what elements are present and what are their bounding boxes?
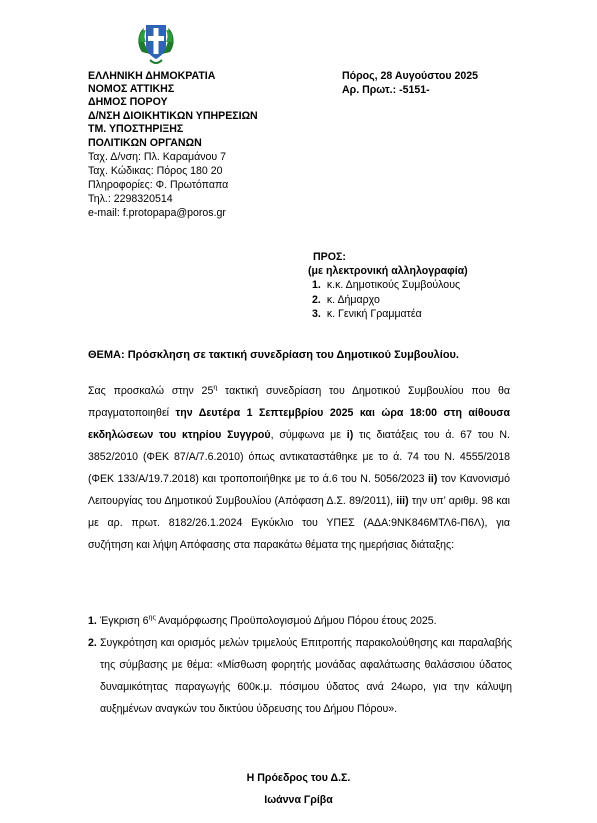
org-line: ΤΜ. ΥΠΟΣΤΗΡΙΞΗΣ — [88, 123, 184, 135]
recipient-item — [312, 308, 422, 321]
contact-address: Ταχ. Δ/νση: Πλ. Καραμάνου 7 — [88, 151, 227, 163]
body-text: τακτική συνεδρίαση του Δημοτικού Συμβουλίου που θα πραγματοποιηθεί — [88, 385, 510, 419]
subject-line: ΘΕΜΑ: Πρόσκληση σε τακτική συνεδρίαση του Δημοτικού Συμβουλίου. — [88, 349, 459, 361]
recipient-number: 2. — [312, 294, 321, 306]
contact-postcode: Ταχ. Κώδικας: Πόρος 180 20 — [88, 165, 223, 177]
recipients-note: (με ηλεκτρονική αλληλογραφία) — [308, 265, 468, 277]
coat-of-arms-icon — [136, 22, 176, 68]
recipient-number: 1. — [312, 279, 321, 291]
signature-title: Η Πρόεδρος του Δ.Σ. — [246, 772, 351, 784]
org-line: ΝΟΜΟΣ ΑΤΤΙΚΗΣ — [88, 83, 175, 95]
meeting-datetime-place: την Δευτέρα 1 Σεπτεμβρίου 2025 και ώρα 18:00 στη αίθουσα εκδηλώσεων του κτηρίου Συγγρού — [88, 407, 511, 441]
recipient-text: κ. Γενική Γραμματέα — [326, 308, 422, 320]
recipient-item — [312, 279, 460, 292]
ordinal-suffix: η — [213, 384, 218, 392]
body-text: τον Κανονισμό Λειτουργίας του Δημοτικού Συμβουλίου (Απόφαση Δ.Σ. 89/2011), — [88, 473, 511, 507]
list-marker: i) — [346, 429, 354, 441]
body-text: τις διατάξεις του ά. 67 του Ν. 3852/2010 (ΦΕΚ 87/Α/7.6.2010) όπως αντικαταστάθηκε με το ά. 74 του Ν. 4555/2018 (ΦΕΚ 133/Α/19.7.2018) και τροποποιήθηκε με το ά.6 του Ν. 5056/2023 — [88, 429, 510, 485]
signature-name: Ιωάννα Γρίβα — [264, 794, 333, 806]
agenda-text: Αναμόρφωσης Προϋπολογισμού Δήμου Πόρου έτους 2025. — [155, 615, 437, 627]
agenda-item — [88, 610, 512, 632]
body-paragraph — [88, 380, 510, 556]
org-line: Δ/ΝΣΗ ΔΙΟΙΚΗΤΙΚΩΝ ΥΠΗΡΕΣΙΩΝ — [88, 110, 258, 122]
recipient-item — [312, 294, 380, 307]
agenda-text: Συγκρότηση και ορισμός μελών τριμελούς Επιτροπής παρακολούθησης και παραλαβής της σύμβασης με θέμα: «Μίσθωση φορητής μονάδας αφαλάτωσης θαλάσσιου ύδατος δυναμικότητας παραγωγής 600κ.μ. πόσιμου ύδατος ανά 24ωρο, για την κάλυψη αυξημένων αναγκών του δικτύου ύδρευσης του Δήμου Πόρου». — [100, 637, 512, 715]
org-line: ΠΟΛΙΤΙΚΩΝ ΟΡΓΑΝΩΝ — [88, 137, 202, 149]
agenda-number: 1. — [88, 615, 97, 627]
org-line: ΕΛΛΗΝΙΚΗ ΔΗΜΟΚΡΑΤΙΑ — [88, 70, 216, 82]
body-text: Σας προσκαλώ στην 25 — [88, 385, 214, 397]
body-text: την υπ’ αριθμ. 98 και με αρ. πρωτ. 8182/26.1.2024 Εγκύκλιο του ΥΠΕΣ (ΑΔΑ:9ΝΚ846ΜΤΛ6-Π6Λ), για συζήτηση και λήψη Απόφασης στα παρακάτω θέματα της ημερήσιας διάταξης: — [88, 495, 511, 551]
ordinal-suffix: ης — [148, 614, 156, 622]
contact-info: Πληροφορίες: Φ. Πρωτόπαπα — [88, 179, 229, 191]
recipient-number: 3. — [312, 308, 321, 320]
agenda-text: Έγκριση 6 — [100, 615, 149, 627]
recipient-text: κ. Δήμαρχο — [326, 294, 380, 306]
list-marker: iii) — [396, 495, 409, 507]
recipients-heading: ΠΡΟΣ: — [313, 251, 346, 263]
contact-email: e-mail: f.protopapa@poros.gr — [88, 207, 226, 219]
protocol-number: Αρ. Πρωτ.: -5151- — [342, 84, 430, 96]
body-text: , σύμφωνα με — [270, 429, 347, 441]
org-line: ΔΗΜΟΣ ΠΟΡΟΥ — [88, 96, 168, 108]
list-marker: ii) — [427, 473, 438, 485]
agenda-number: 2. — [88, 637, 97, 649]
agenda-item — [88, 632, 512, 720]
contact-phone: Τηλ.: 2298320514 — [88, 193, 173, 205]
place-date: Πόρος, 28 Αυγούστου 2025 — [342, 70, 479, 82]
recipient-text: κ.κ. Δημοτικούς Συμβούλους — [326, 279, 461, 291]
